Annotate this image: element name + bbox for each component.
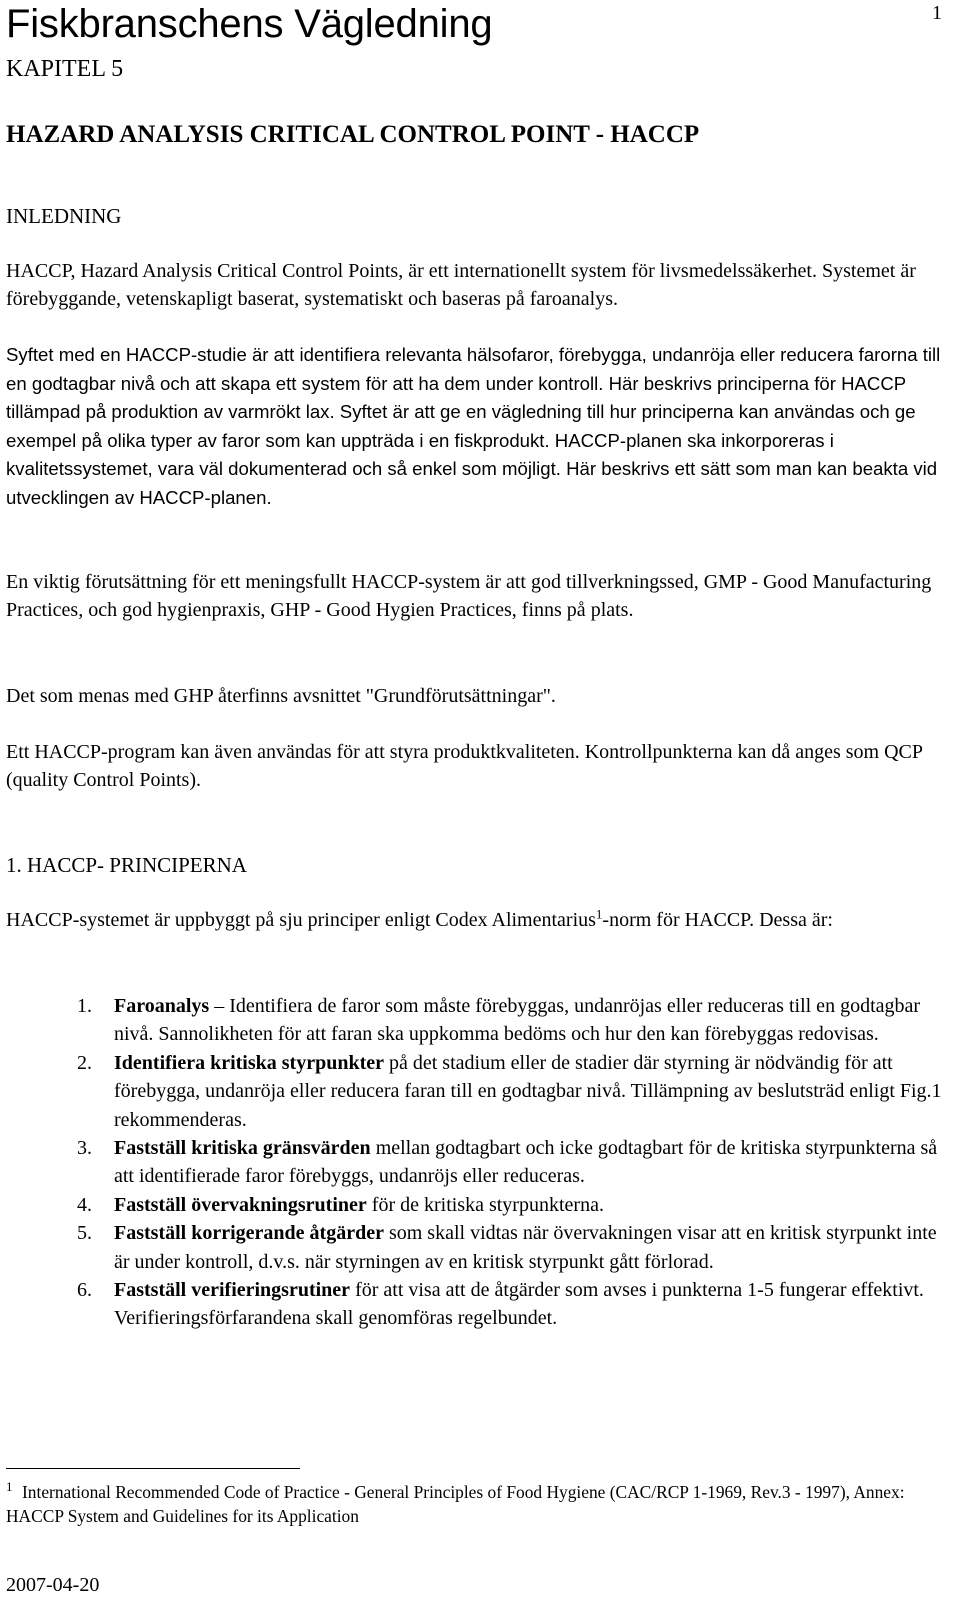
footnote-divider	[6, 1468, 300, 1469]
footnote-mark: 1	[6, 1479, 13, 1494]
principle-text: på det stadium eller de stadier där styrning är nödvändig för att förebygga, undanröja eller reducera faran till en godtagbar nivå. Tillämpning av beslutsträd enligt Fig.1 rekommenderas.	[114, 1051, 942, 1131]
ghp-paragraph: Det som menas med GHP återfinns avsnittet "Grundförutsättningar".	[6, 685, 556, 707]
principles-list	[77, 992, 944, 1333]
document-date: 2007-04-20	[6, 1574, 100, 1596]
list-item	[77, 1134, 944, 1191]
chapter-label: KAPITEL 5	[6, 56, 124, 82]
intro-paragraph: HACCP, Hazard Analysis Critical Control Points, är ett internationellt system för livsmedelssäkerhet. Systemet är förebyggande, vetenskapligt baserat, systematiskt och baseras på faroanalys.	[6, 260, 916, 310]
principle-title: Fastställ verifieringsrutiner	[114, 1279, 351, 1302]
principles-intro-text-end: -norm för HACCP. Dessa är:	[602, 909, 833, 931]
principle-text: för att visa att de åtgärder som avses i punkterna 1-5 fungerar effektivt. Verifieringsförfarandena skall genomföras regelbundet.	[114, 1279, 924, 1330]
list-number: 2.	[77, 1051, 92, 1074]
principle-title: Fastställ övervakningsrutiner	[114, 1193, 367, 1216]
list-item	[77, 1191, 944, 1219]
principle-title: Fastställ korrigerande åtgärder	[114, 1222, 384, 1245]
purpose-paragraph: Syftet med en HACCP-studie är att identifiera relevanta hälsofaror, förebygga, undanröja eller reducera farorna till en godtagbar nivå och att skapa ett system för att ha dem under kontroll. Här beskrivs principerna för HACCP tillämpad på produktion av varmrökt lax. Syftet är att ge en vägledning till hur principerna kan användas och ge exempel på olika typer av faror som kan uppträda i en fiskprodukt. HACCP-planen ska inkorporeras i kvalitetssystemet, vara väl dokumenterad och så enkel som möjligt. Här beskrivs ett sätt som man kan beakta vid utvecklingen av HACCP-planen.	[6, 344, 941, 508]
footnote	[6, 1480, 946, 1528]
footnote-reference: 1	[595, 906, 603, 922]
principle-text: mellan godtagbart och icke godtagbart för de kritiska styrpunkterna så att identifierade faror förebyggs, undanröjs eller reduceras.	[114, 1137, 938, 1188]
footnote-text: International Recommended Code of Practice - General Principles of Food Hygiene (CAC/RCP 1-1969, Rev.3 - 1997), Annex: HACCP System and Guidelines for its Application	[6, 1482, 905, 1526]
list-number: 6.	[77, 1279, 92, 1302]
list-number: 5.	[77, 1222, 92, 1245]
page-number: 1	[932, 2, 942, 24]
principle-title: Faroanalys	[114, 995, 210, 1017]
list-item	[77, 1219, 944, 1276]
principle-text: – Identifiera de faror som måste förebyggas, undanröjas eller reduceras till en godtagbar nivå. Sannolikheten för att faran ska uppkomma bedöms och hur den kan förebyggas redovisas.	[114, 995, 921, 1046]
principles-intro	[6, 906, 946, 934]
list-number: 4.	[77, 1193, 92, 1216]
document-title: Fiskbranschens Vägledning	[6, 2, 493, 46]
prerequisite-paragraph: En viktig förutsättning för ett meningsfullt HACCP-system är att god tillverkningssed, GMP - Good Manufacturing Practices, och god hygienpraxis, GHP - Good Hygien Practices, finns på plats.	[6, 571, 932, 621]
list-number: 3.	[77, 1137, 92, 1160]
list-item	[77, 1049, 944, 1134]
list-number: 1.	[77, 995, 92, 1017]
list-item	[77, 992, 944, 1049]
principles-intro-text: HACCP-systemet är uppbyggt på sju principer enligt Codex Alimentarius	[6, 909, 596, 931]
principle-title: Fastställ kritiska gränsvärden	[114, 1137, 371, 1160]
list-item	[77, 1276, 944, 1333]
principle-text: för de kritiska styrpunkterna.	[366, 1193, 604, 1216]
section-heading: 1. HACCP- PRINCIPERNA	[6, 853, 247, 877]
intro-heading: INLEDNING	[6, 204, 122, 228]
principle-title: Identifiera kritiska styrpunkter	[114, 1051, 384, 1074]
main-heading: HAZARD ANALYSIS CRITICAL CONTROL POINT - HACCP	[6, 121, 700, 148]
principle-text: som skall vidtas när övervakningen visar att en kritisk styrpunkt inte är under kontroll, d.v.s. när styrningen av en kritisk styrpunkt gått förlorad.	[114, 1222, 937, 1273]
quality-paragraph: Ett HACCP-program kan även användas för att styra produktkvaliteten. Kontrollpunkterna kan då anges som QCP (quality Control Points).	[6, 741, 923, 791]
